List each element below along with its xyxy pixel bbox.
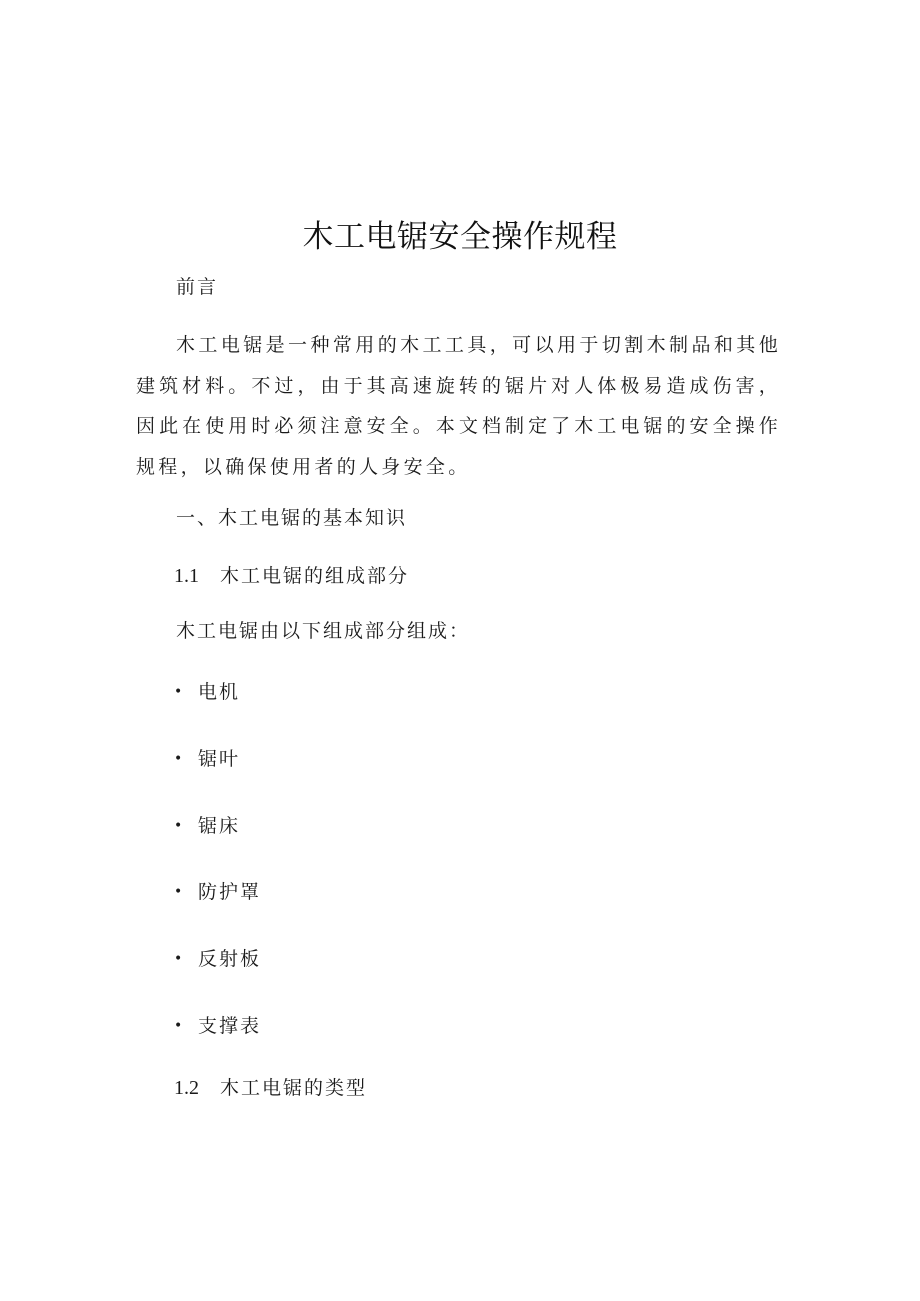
preface-heading: 前言 — [176, 276, 219, 298]
bullet-icon: • — [174, 818, 185, 834]
bullet-icon: • — [174, 951, 185, 967]
list-item — [174, 677, 240, 707]
list-item-label: 锯叶 — [198, 748, 241, 770]
list-item — [174, 811, 240, 841]
list-item-label: 反射板 — [198, 948, 262, 970]
list-item — [174, 944, 261, 974]
components-intro: 木工电锯由以下组成部分组成： — [176, 620, 471, 642]
subsection-1-2-heading — [174, 1073, 367, 1103]
subsection-1-1-heading — [174, 561, 409, 591]
subsection-1-2-number: 1.2 — [174, 1077, 199, 1099]
section-1-heading: 一、木工电锯的基本知识 — [176, 507, 408, 529]
list-item-label: 电机 — [198, 681, 241, 703]
list-item-label: 支撑表 — [198, 1015, 262, 1037]
subsection-1-2-title: 木工电锯的类型 — [220, 1077, 368, 1099]
bullet-icon: • — [174, 684, 185, 700]
list-item — [174, 744, 240, 774]
list-item — [174, 877, 261, 907]
list-item — [174, 1011, 261, 1041]
document-title: 木工电锯安全操作规程 — [302, 219, 618, 255]
bullet-icon: • — [174, 751, 185, 767]
bullet-icon: • — [174, 1018, 185, 1034]
list-item-label: 防护罩 — [198, 881, 262, 903]
preface-paragraph: 木工电锯是一种常用的木工工具，可以用于切割木制品和其他建筑材料。不过，由于其高速旋转的锯片对人体极易造成伤害，因此在使用时必须注意安全。本文档制定了木工电锯的安全操作规程，以确保使用者的人身安全。 — [136, 334, 781, 479]
subsection-1-1-number: 1.1 — [174, 565, 199, 587]
subsection-1-1-title: 木工电锯的组成部分 — [220, 565, 410, 587]
bullet-icon: • — [174, 884, 185, 900]
list-item-label: 锯床 — [198, 815, 241, 837]
